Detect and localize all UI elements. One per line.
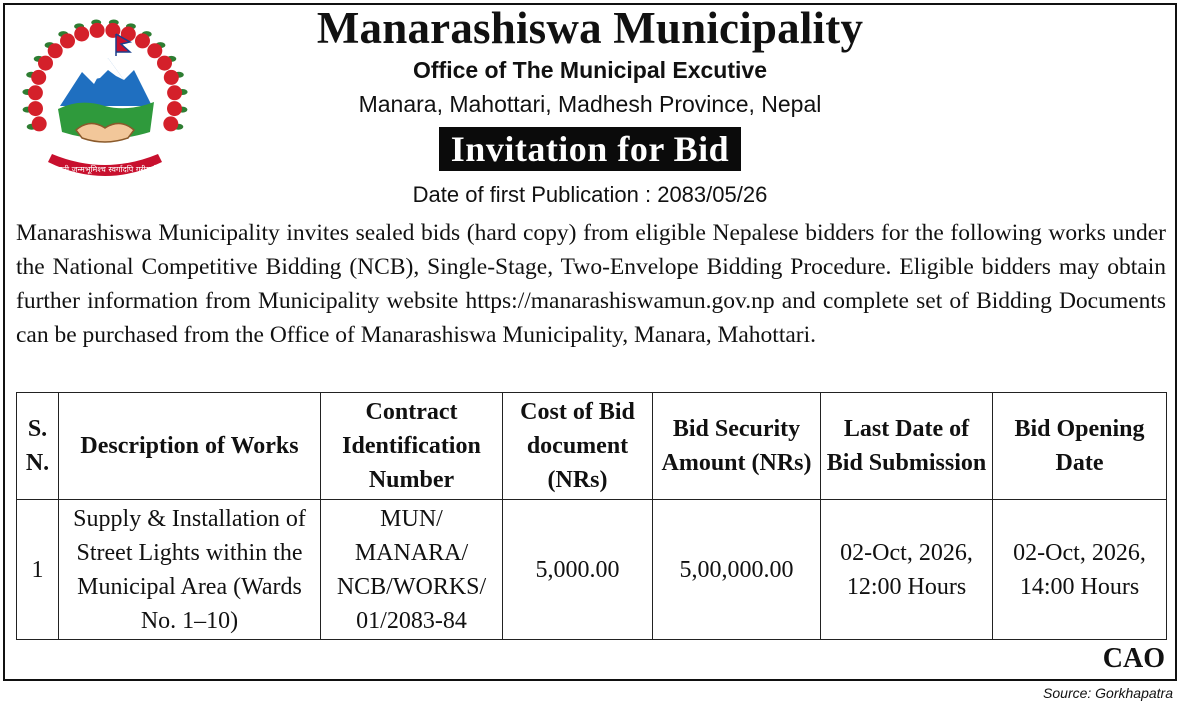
wreath-flower <box>31 70 46 85</box>
wreath-flower <box>28 85 43 100</box>
wreath-flower <box>163 116 178 131</box>
cell-contract-id: MUN/ MANARA/ NCB/WORKS/ 01/2083-84 <box>321 500 503 640</box>
table-header-row <box>17 393 1167 500</box>
svg-text:जननी जन्मभूमिश्च स्वर्गादपि गर: जननी जन्मभूमिश्च स्वर्गादपि गरीयसी <box>52 165 158 174</box>
wreath-flower <box>38 56 53 71</box>
wreath-flower <box>60 33 75 48</box>
municipality-title: Manarashiswa Municipality <box>316 3 864 53</box>
wreath-flower <box>74 27 89 42</box>
source-credit: Source: Gorkhapatra <box>1043 685 1173 701</box>
wreath-flower <box>90 23 105 38</box>
nepal-coat-of-arms-icon <box>20 14 190 186</box>
col-header-opening: Bid Opening Date <box>993 393 1167 500</box>
col-header-submission: Last Date of Bid Submission <box>821 393 993 500</box>
wreath-flower <box>164 70 179 85</box>
wreath-flower <box>167 101 182 116</box>
wreath-flower <box>157 56 172 71</box>
bid-table <box>16 392 1167 640</box>
col-header-contract-id: Contract Identification Number <box>321 393 503 500</box>
table-row <box>17 500 1167 640</box>
publication-date: Date of first Publication : 2083/05/26 <box>412 182 768 207</box>
heading-wrap <box>200 127 980 171</box>
wreath-flower <box>167 85 182 100</box>
col-header-security: Bid Security Amount (NRs) <box>653 393 821 500</box>
wreath-flower <box>28 101 43 116</box>
wreath-flower <box>48 43 63 58</box>
cell-opening: 02-Oct, 2026, 14:00 Hours <box>993 500 1167 640</box>
cell-description: Supply & Installation of Street Lights within the Municipal Area (Wards No. 1–10) <box>59 500 321 640</box>
cell-submission: 02-Oct, 2026, 12:00 Hours <box>821 500 993 640</box>
invitation-heading: Invitation for Bid <box>439 127 741 171</box>
office-name: Office of The Municipal Excutive <box>412 57 767 83</box>
wreath-flower <box>135 33 150 48</box>
col-header-sn: S. N. <box>17 393 59 500</box>
cell-sn: 1 <box>17 500 59 640</box>
cell-cost: 5,000.00 <box>503 500 653 640</box>
col-header-cost: Cost of Bid document (NRs) <box>503 393 653 500</box>
wreath-flower <box>147 43 162 58</box>
wreath-flower <box>32 116 47 131</box>
office-address: Manara, Mahottari, Madhesh Province, Nepal <box>358 91 822 117</box>
notice-body: Manarashiswa Municipality invites sealed bids (hard copy) from eligible Nepalese bidders for the following works under the National Competitive Bidding (NCB), Single-Stage, Two-Envelope Bidding Procedure. Eligible bidders may obtain further information from Municipality website https://manarashiswamun.gov.np and complete set of Bidding Documents can be purchased from the Office of Manarashiswa Municipality, Manara, Mahottari. <box>16 220 1166 348</box>
col-header-description: Description of Works <box>59 393 321 500</box>
signature-cao: CAO <box>1102 643 1165 674</box>
cell-security: 5,00,000.00 <box>653 500 821 640</box>
